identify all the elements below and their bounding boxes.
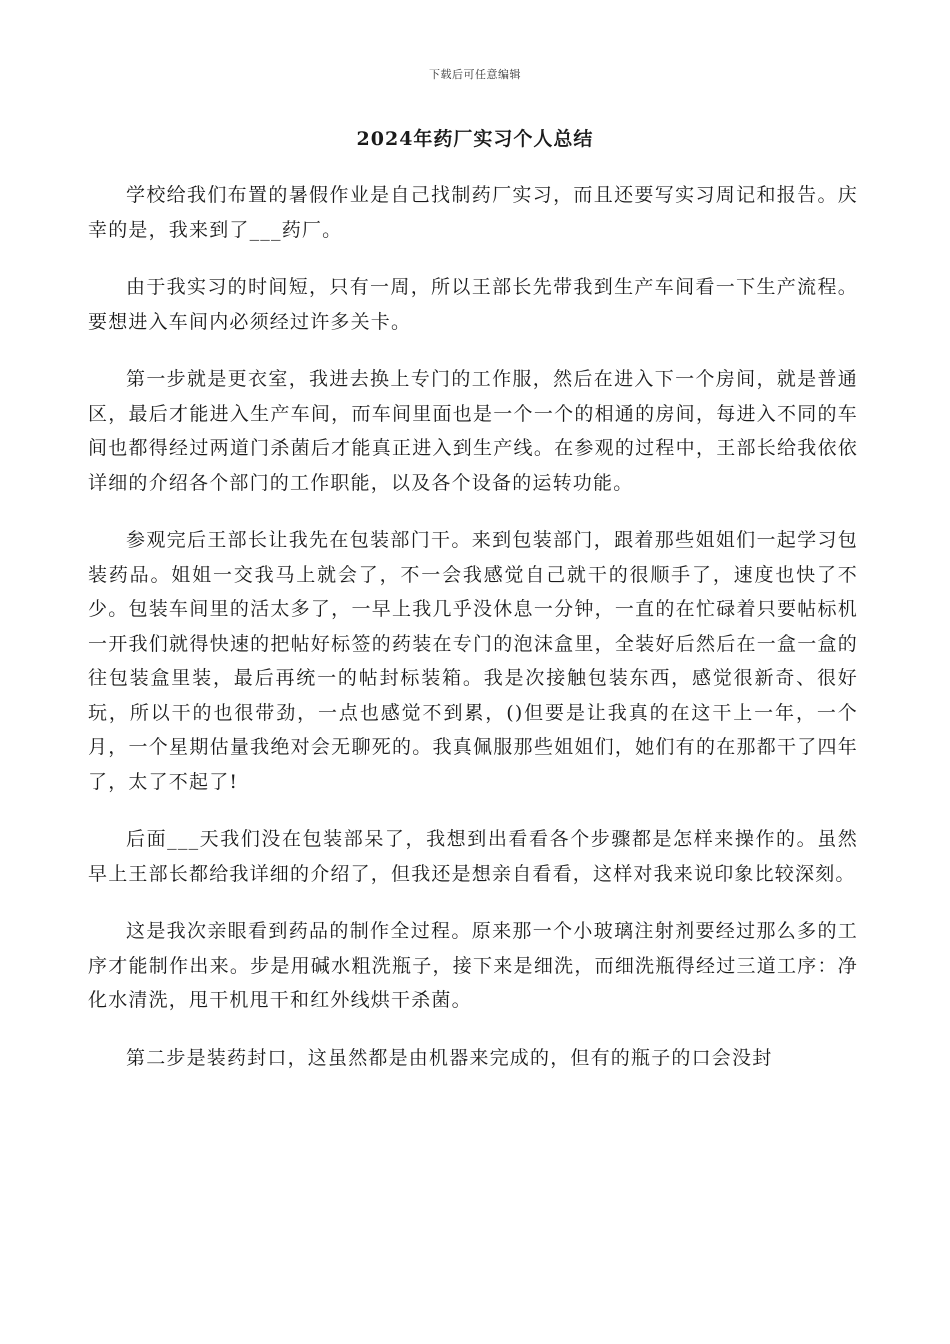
document-body xyxy=(88,178,858,1098)
document-title: 2024年药厂实习个人总结 xyxy=(356,128,594,150)
paragraph: 后面___天我们没在包装部呆了，我想到出看看各个步骤都是怎样来操作的。虽然早上王部长都给我详细的介绍了，但我还是想亲自看看，这样对我来说印象比较深刻。 xyxy=(88,828,858,885)
paragraph: 由于我实习的时间短，只有一周，所以王部长先带我到生产车间看一下生产流程。要想进入车间内必须经过许多关卡。 xyxy=(88,276,858,333)
paragraph: 学校给我们布置的暑假作业是自己找制药厂实习，而且还要写实习周记和报告。庆幸的是，我来到了___药厂。 xyxy=(88,184,858,241)
paragraph: 第一步就是更衣室，我进去换上专门的工作服，然后在进入下一个房间，就是普通区，最后才能进入生产车间，而车间里面也是一个一个的相通的房间，每进入不同的车间也都得经过两道门杀菌后才能真正进入到生产线。在参观的过程中，王部长给我依依详细的介绍各个部门的工作职能，以及各个设备的运转功能。 xyxy=(88,368,858,494)
paragraph: 这是我次亲眼看到药品的制作全过程。原来那一个小玻璃注射剂要经过那么多的工序才能制作出来。步是用碱水粗洗瓶子，接下来是细洗，而细洗瓶得经过三道工序：净化水清洗，甩干机甩干和红外线烘干杀菌。 xyxy=(88,920,858,1011)
paragraph: 第二步是装药封口，这虽然都是由机器来完成的，但有的瓶子的口会没封 xyxy=(126,1046,773,1069)
paragraph: 参观完后王部长让我先在包装部门干。来到包装部门，跟着那些姐姐们一起学习包装药品。姐姐一交我马上就会了，不一会我感觉自己就干的很顺手了，速度也快了不少。包装车间里的活太多了，一早上我几乎没休息一分钟，一直的在忙碌着只要帖标机一开我们就得快速的把帖好标签的药装在专门的泡沫盒里，全装好后然后在一盒一盒的往包装盒里装，最后再统一的帖封标装箱。我是次接触包装东西，感觉很新奇、很好玩，所以干的也很带劲，一点也感觉不到累，()但要是让我真的在这干上一年，一个月，一个星期估量我绝对会无聊死的。我真佩服那些姐姐们，她们有的在那都干了四年了，太了不起了! xyxy=(88,529,858,793)
header-note: 下载后可任意编辑 xyxy=(429,68,521,81)
